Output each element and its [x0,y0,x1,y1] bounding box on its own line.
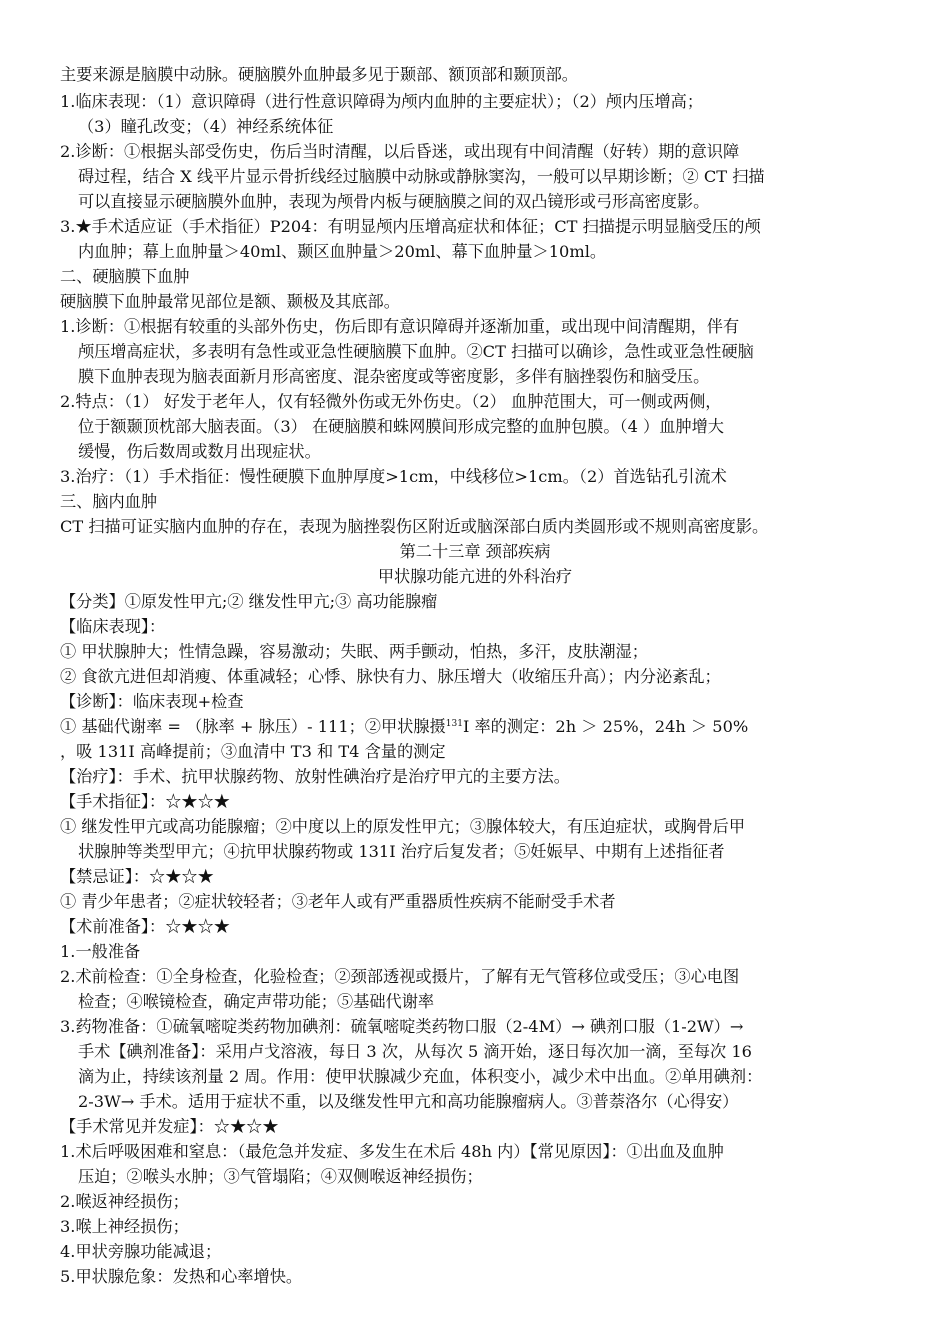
text-line: 1.诊断：①根据有较重的头部外伤史，伤后即有意识障碍并逐渐加重，或出现中间清醒期，伴有 [60,317,740,336]
text-line: 【术前准备】：☆★☆★ [60,917,230,936]
text-line: 【手术常见并发症】：☆★☆★ [60,1117,279,1136]
text-line: 4.甲状旁腺功能减退； [60,1242,222,1261]
text-line: 2.喉返神经损伤； [60,1192,189,1211]
chapter-title: 第二十三章 颈部疾病 [399,542,551,561]
text-line: 1.术后呼吸困难和窒息：（最危急并发症、多发生在术后 48h 内）【常见原因】：①出血及血肿 [60,1142,724,1161]
text-line: 5.甲状腺危象：发热和心率增快。 [60,1267,303,1286]
text-line: ① 继发性甲亢或高功能腺瘤；②中度以上的原发性甲亢；③腺体较大，有压迫症状，或胸骨后甲 [60,817,746,836]
text-line: 2.术前检查：①全身检查，化验检查；②颈部透视或摄片，了解有无气管移位或受压；③心电图 [60,967,740,986]
text-span: ① 基础代谢率 = （脉率 + 脉压）- 111；②甲状腺摄 [60,717,446,736]
text-line: 1.临床表现：（1）意识障碍（进行性意识障碍为颅内血肿的主要症状）；（2）颅内压增高； [60,92,704,111]
text-line: 【分类】①原发性甲亢;② 继发性甲亢;③ 高功能腺瘤 [60,592,438,611]
superscript: 131 [445,719,463,729]
text-line: 状腺肿等类型甲亢；④抗甲状腺药物或 131I 治疗后复发者；⑤妊娠早、中期有上述指征者 [78,842,725,861]
text-line: 【手术指征】：☆★☆★ [60,792,230,811]
text-line: 【诊断】：临床表现+检查 [60,692,244,711]
text-line: 硬脑膜下血肿最常见部位是额、颞极及其底部。 [60,292,400,311]
text-line [60,714,890,739]
text-line: ② 食欲亢进但却消瘦、体重减轻；心悸、脉快有力、脉压增大（收缩压升高）；内分泌紊乱； [60,667,721,686]
text-line: 1.一般准备 [60,942,141,961]
text-line: （3）瞳孔改变；（4）神经系统体征 [78,117,334,136]
text-line: 主要来源是脑膜中动脉。硬脑膜外血肿最多见于颞部、额顶部和颞顶部。 [60,65,578,84]
text-line: ① 甲状腺肿大；性情急躁，容易激动；失眠、两手颤动，怕热，多汗，皮肤潮湿； [60,642,648,661]
section-heading: 二、硬脑膜下血肿 [60,267,190,286]
text-line: 【治疗】：手术、抗甲状腺药物、放射性碘治疗是治疗甲亢的主要方法。 [60,767,570,786]
text-line: CT 扫描可证实脑内血肿的存在，表现为脑挫裂伤区附近或脑深部白质内类圆形或不规则高密度影。 [60,517,769,536]
text-line: 3.★手术适应证（手术指征）P204：有明显颅内压增高症状和体征；CT 扫描提示明显脑受压的颅 [60,217,761,236]
text-span: I 率的测定：2h ＞ 25%，24h ＞ 50% [462,717,749,736]
text-line: 检查；④喉镜检查，确定声带功能；⑤基础代谢率 [78,992,435,1011]
text-line: ① 青少年患者；②症状较轻者；③老年人或有严重器质性疾病不能耐受手术者 [60,892,616,911]
text-line: 缓慢，伤后数周或数月出现症状。 [78,442,321,461]
text-line: 3.治疗：（1）手术指征：慢性硬膜下血肿厚度>1cm，中线移位>1cm。（2）首选钻孔引流术 [60,467,727,486]
text-line: 【临床表现】： [60,617,166,636]
text-line: 3.喉上神经损伤； [60,1217,189,1236]
text-line: 碍过程，结合 X 线平片显示骨折线经过脑膜中动脉或静脉窦沟，一般可以早期诊断；② CT 扫描 [78,167,765,186]
text-line: ，吸 131I 高峰提前；③血清中 T3 和 T4 含量的测定 [60,742,446,761]
text-line: 3.药物准备：①硫氧嘧啶类药物加碘剂：硫氧嘧啶类药物口服（2-4M）→ 碘剂口服（1-2W）→ [60,1017,744,1036]
text-line: 2.诊断：①根据头部受伤史，伤后当时清醒，以后昏迷，或出现有中间清醒（好转）期的意识障 [60,142,740,161]
text-line: 颅压增高症状，多表明有急性或亚急性硬脑膜下血肿。②CT 扫描可以确诊，急性或亚急性硬脑 [78,342,754,361]
section-heading: 三、脑内血肿 [60,492,158,511]
text-line: 压迫；②喉头水肿；③气管塌陷；④双侧喉返神经损伤； [78,1167,483,1186]
text-line: 手术【碘剂准备】：采用卢戈溶液，每日 3 次，从每次 5 滴开始，逐日每次加一滴，至每次 16 [78,1042,752,1061]
text-line: 膜下血肿表现为脑表面新月形高密度、混杂密度或等密度影，多伴有脑挫裂伤和脑受压。 [78,367,710,386]
section-title: 甲状腺功能亢进的外科治疗 [377,567,573,586]
text-line: 位于额颞顶枕部大脑表面。（3） 在硬脑膜和蛛网膜间形成完整的血肿包膜。（4 ）血肿增大 [78,417,724,436]
text-line: 【禁忌证】：☆★☆★ [60,867,214,886]
text-line: 可以直接显示硬脑膜外血肿，表现为颅骨内板与硬脑膜之间的双凸镜形或弓形高密度影。 [78,192,710,211]
text-line: 2-3W→ 手术。适用于症状不重，以及继发性甲亢和高功能腺瘤病人。③普萘洛尔（心得安） [78,1092,739,1111]
text-line: 2.特点：（1） 好发于老年人，仅有轻微外伤或无外伤史。（2） 血肿范围大，可一侧或两侧， [60,392,722,411]
text-line: 滴为止，持续该剂量 2 周。作用：使甲状腺减少充血，体积变小，减少术中出血。②单用碘剂： [78,1067,763,1086]
text-line: 内血肿；幕上血肿量＞40ml、颞区血肿量＞20ml、幕下血肿量＞10ml。 [78,242,607,261]
